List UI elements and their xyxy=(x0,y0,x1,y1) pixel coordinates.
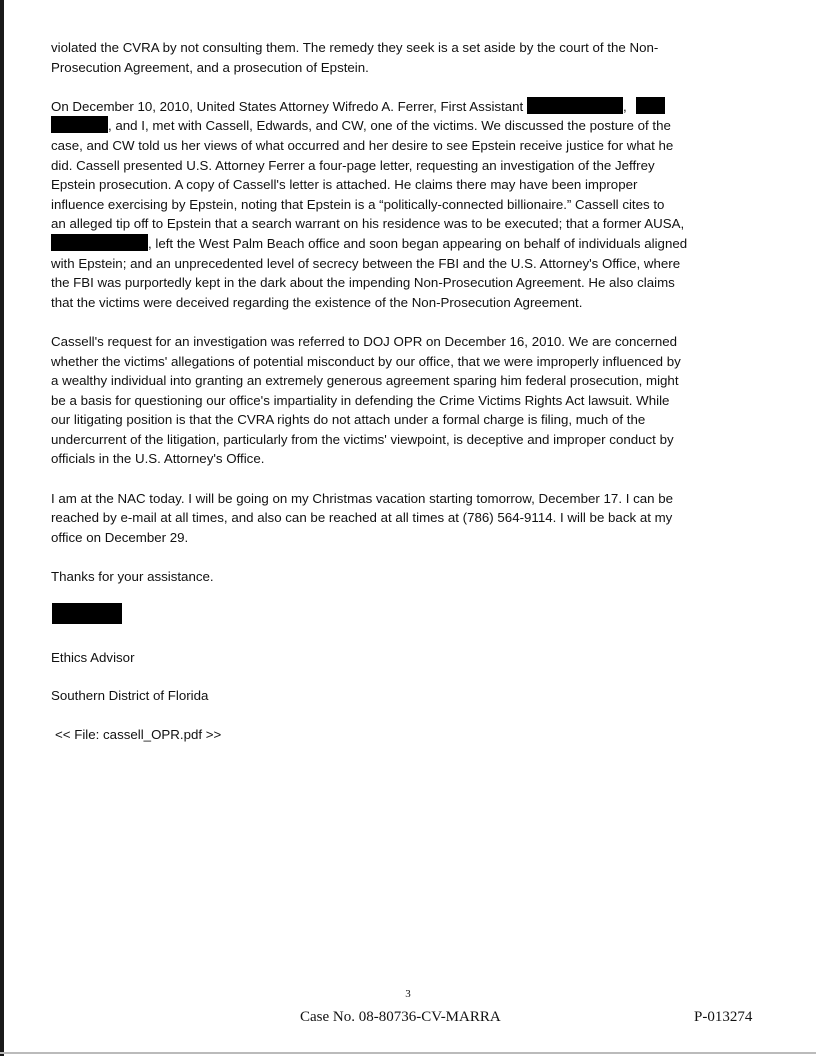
text-line: an alleged tip off to Epstein that a search warrant on his residence was to be executed; that a former AUSA, xyxy=(51,216,685,232)
text-fragment: On December 10, 2010, United States Attorney Wifredo A. Ferrer, First Assistant xyxy=(51,98,527,114)
text-line: I am at the NAC today. I will be going on my Christmas vacation starting tomorrow, December 17. I can be xyxy=(51,490,674,506)
text-line: our litigating position is that the CVRA rights do not attach under a formal charge is filing, much of the xyxy=(51,412,646,428)
redaction-box xyxy=(636,97,665,114)
case-number: Case No. 08-80736-CV-MARRA xyxy=(300,1009,501,1025)
text-fragment: , left the West Palm Beach office and soon began appearing on behalf of individuals aligned xyxy=(148,235,688,251)
text-line: undercurrent of the litigation, particularly from the victims' viewpoint, is deceptive and improper conduct by xyxy=(51,431,674,447)
text-line xyxy=(51,116,763,136)
closing-line: Thanks for your assistance. xyxy=(51,569,214,585)
text-line: violated the CVRA by not consulting them. The remedy they seek is a set aside by the court of the Non- xyxy=(51,40,659,55)
bates-number: P-013274 xyxy=(694,1009,753,1025)
paragraph-meeting xyxy=(51,97,763,313)
redaction-box xyxy=(51,116,108,133)
page-number: 3 xyxy=(405,988,411,1000)
signer-office: Southern District of Florida xyxy=(51,688,209,704)
paragraph-cvra-remedy xyxy=(51,38,763,77)
text-line: that the victims were deceived regarding the existence of the Non-Prosecution Agreement. xyxy=(51,294,583,310)
attachment-reference: << File: cassell_OPR.pdf >> xyxy=(55,726,222,742)
signature-block xyxy=(51,603,763,745)
redacted-signature-name xyxy=(52,603,122,624)
scan-left-edge xyxy=(0,0,4,1056)
redaction-box xyxy=(51,234,148,251)
signer-title: Ethics Advisor xyxy=(51,649,135,665)
text-line: Epstein prosecution. A copy of Cassell's letter is attached. He claims there may have been improper xyxy=(51,177,638,193)
text-line: Cassell's request for an investigation was referred to DOJ OPR on December 16, 2010. We are concerned xyxy=(51,333,678,349)
text-line: reached by e-mail at all times, and also can be reached at all times at (786) 564-9114. I will be back at my xyxy=(51,510,673,526)
text-line: did. Cassell presented U.S. Attorney Ferrer a four-page letter, requesting an investigation of the Jeffrey xyxy=(51,157,655,173)
text-line: case, and CW told us her views of what occurred and her desire to see Epstein receive justice for what he xyxy=(51,137,674,153)
text-line: a wealthy individual into granting an extremely generous agreement sparing him federal prosecution, might xyxy=(51,373,679,389)
text-line xyxy=(51,234,763,254)
text-line: the FBI was purportedly kept in the dark about the impending Non-Prosecution Agreement. He also claims xyxy=(51,275,675,291)
text-line: with Epstein; and an unprecedented level of secrecy between the FBI and the U.S. Attorney's Office, where xyxy=(51,255,681,271)
text-line: office on December 29. xyxy=(51,529,189,545)
scan-bottom-edge xyxy=(0,1052,816,1054)
paragraph-opr-referral xyxy=(51,332,763,469)
redaction-box xyxy=(527,97,623,114)
text-line: Prosecution Agreement, and a prosecution of Epstein. xyxy=(51,59,369,75)
text-line: whether the victims' allegations of potential misconduct by our office, that we were improperly influenced by xyxy=(51,353,681,369)
text-line: be a basis for questioning our office's impartiality in defending the Crime Victims Rights Act lawsuit. While xyxy=(51,392,670,408)
paragraph-availability xyxy=(51,489,763,548)
text-fragment: , xyxy=(622,98,627,114)
text-line xyxy=(51,97,763,117)
text-fragment: , and I, met with Cassell, Edwards, and CW, one of the victims. We discussed the posture of the xyxy=(108,118,671,134)
letter-body xyxy=(51,38,763,744)
text-line: officials in the U.S. Attorney's Office. xyxy=(51,451,265,467)
text-line: influence exercising by Epstein, noting that Epstein is a “politically-connected billionaire.” Cassell cites to xyxy=(51,196,665,212)
